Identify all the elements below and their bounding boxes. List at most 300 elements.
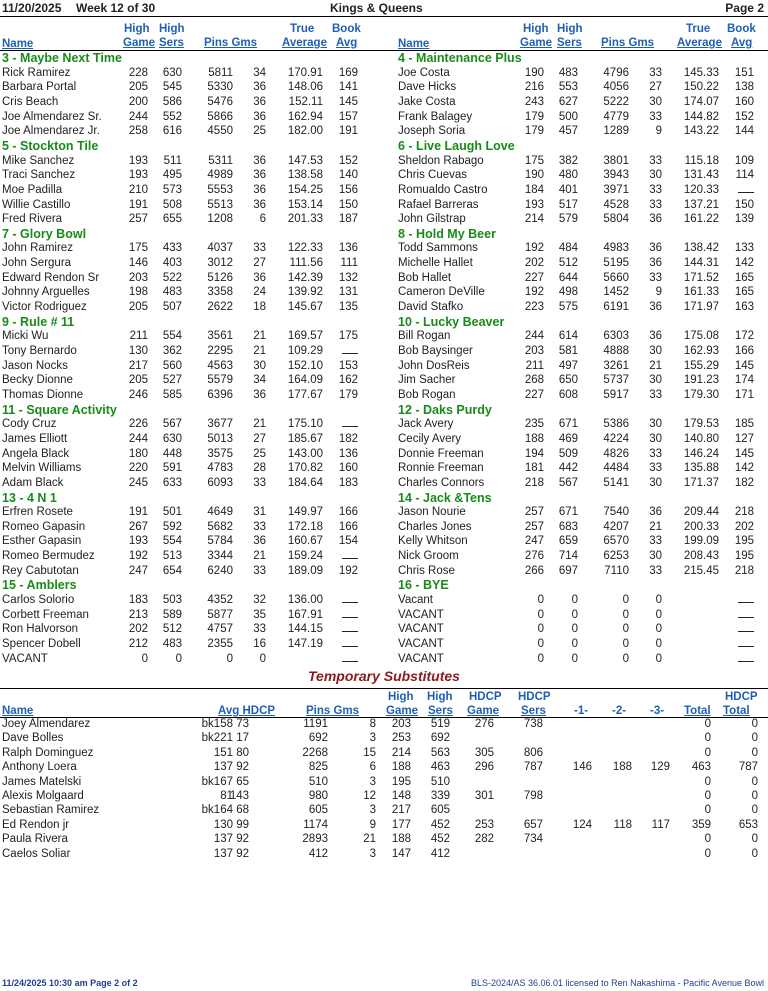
player-stat: 144.31 bbox=[683, 257, 719, 270]
player-stat: 199.09 bbox=[683, 535, 719, 548]
player-stat: 2622 bbox=[207, 301, 233, 314]
player-stat: 171 bbox=[734, 388, 754, 401]
player-stat: 184.64 bbox=[287, 476, 323, 489]
player-stat: 0 bbox=[571, 652, 578, 665]
player-stat: 9 bbox=[655, 125, 662, 138]
blank-line bbox=[342, 549, 358, 559]
player-name: Rick Ramirez bbox=[2, 66, 71, 79]
player-stat: 267 bbox=[128, 520, 148, 533]
col-true-2-r: Average bbox=[677, 37, 722, 49]
player-stat: 4352 bbox=[207, 594, 233, 607]
player-stat: 120.33 bbox=[683, 183, 719, 196]
player-stat: 30 bbox=[649, 169, 662, 182]
substitute-stat: 137 bbox=[213, 833, 233, 846]
player-stat: 220 bbox=[128, 462, 148, 475]
player-stat: 4649 bbox=[207, 506, 233, 519]
player-stat: 5141 bbox=[603, 476, 629, 489]
player-stat: 205 bbox=[128, 374, 148, 387]
player-stat: 0 bbox=[226, 652, 233, 665]
player-row bbox=[396, 256, 766, 271]
player-stat: 3801 bbox=[603, 154, 629, 167]
player-stat: 483 bbox=[162, 638, 182, 650]
player-stat: 160 bbox=[734, 95, 754, 108]
player-stat: 202 bbox=[524, 257, 544, 270]
blank-line bbox=[738, 183, 754, 193]
player-name: Michelle Hallet bbox=[398, 257, 473, 270]
player-stat: 573 bbox=[162, 183, 182, 196]
substitute-stat: 17 bbox=[236, 732, 249, 745]
col-book-2: Avg bbox=[336, 37, 358, 49]
player-stat: 144.82 bbox=[683, 110, 719, 123]
sub-col-hdcp-total-1: HDCP bbox=[725, 691, 758, 703]
no-book-avg-blank bbox=[336, 549, 358, 564]
player-row bbox=[396, 373, 766, 388]
player-stat: 131.43 bbox=[683, 169, 719, 182]
substitute-name: Sebastian Ramirez bbox=[2, 804, 100, 817]
substitute-stat: 798 bbox=[523, 790, 543, 802]
player-stat: 5866 bbox=[207, 110, 233, 123]
player-stat: 362 bbox=[162, 345, 182, 357]
player-stat: 138.58 bbox=[287, 169, 323, 182]
substitute-stat: 188 bbox=[391, 833, 411, 846]
player-stat: 200.33 bbox=[683, 520, 719, 533]
player-stat: 2295 bbox=[207, 345, 233, 357]
player-stat: 166 bbox=[338, 506, 358, 519]
no-book-avg-blank bbox=[336, 622, 358, 637]
no-book-avg-blank bbox=[336, 344, 358, 359]
player-stat: 6396 bbox=[207, 388, 233, 401]
substitute-stat: 0 bbox=[704, 775, 711, 788]
player-stat: 36 bbox=[253, 154, 266, 167]
player-row bbox=[396, 124, 766, 139]
player-name: Ron Halvorson bbox=[2, 623, 79, 636]
player-stat: 218 bbox=[524, 476, 544, 489]
sub-col-pins-gms: Pins Gms bbox=[306, 705, 360, 717]
player-name: David Stafko bbox=[398, 301, 464, 314]
player-stat: 581 bbox=[558, 345, 578, 357]
player-stat: 150 bbox=[338, 198, 358, 211]
substitute-stat: 3 bbox=[369, 847, 376, 860]
substitute-stat: 412 bbox=[430, 847, 450, 860]
player-stat: 32 bbox=[253, 594, 266, 607]
substitute-stat: 0 bbox=[751, 833, 758, 846]
player-row bbox=[396, 549, 766, 564]
blank-line bbox=[342, 417, 358, 427]
substitute-stat: 99 bbox=[236, 818, 249, 831]
player-stat: 165 bbox=[734, 286, 754, 299]
player-stat: 152.11 bbox=[288, 95, 323, 108]
player-stat: 27 bbox=[253, 432, 266, 445]
player-stat: 136.00 bbox=[287, 594, 323, 607]
player-stat: 630 bbox=[162, 432, 182, 445]
player-stat: 35 bbox=[253, 608, 266, 621]
player-row bbox=[0, 461, 370, 476]
substitute-stat: 0 bbox=[704, 833, 711, 846]
player-row bbox=[396, 154, 766, 169]
player-name: James Elliott bbox=[2, 432, 68, 445]
col-name-r: Name bbox=[398, 38, 430, 50]
player-stat: 0 bbox=[622, 638, 629, 650]
player-stat: 560 bbox=[162, 359, 182, 372]
player-stat: 205 bbox=[128, 81, 148, 94]
player-stat: 7110 bbox=[604, 564, 629, 577]
player-stat: 501 bbox=[162, 506, 182, 519]
player-row bbox=[0, 168, 370, 183]
player-stat: 36 bbox=[649, 242, 662, 255]
substitute-stat: 787 bbox=[738, 761, 758, 774]
player-name: Romeo Gapasin bbox=[2, 520, 86, 533]
player-stat: 266 bbox=[524, 564, 544, 577]
player-stat: 138 bbox=[734, 81, 754, 94]
player-stat: 212 bbox=[128, 638, 148, 650]
substitute-stat: 130 bbox=[213, 818, 233, 831]
player-stat: 655 bbox=[162, 213, 182, 226]
sub-col-high-game-1: High bbox=[388, 691, 414, 703]
player-row bbox=[0, 417, 370, 432]
player-stat: 171.97 bbox=[683, 301, 719, 314]
player-stat: 217 bbox=[128, 359, 148, 372]
player-stat: 145.33 bbox=[683, 66, 719, 79]
player-stat: 0 bbox=[571, 638, 578, 650]
player-stat: 671 bbox=[558, 506, 578, 519]
player-stat: 509 bbox=[558, 447, 578, 460]
substitute-stat: bk158 bbox=[201, 718, 233, 730]
substitute-stat: 80 bbox=[236, 746, 249, 759]
sub-col-hdcp-game-2: Game bbox=[467, 705, 499, 717]
player-stat: 150 bbox=[734, 198, 754, 211]
no-book-avg-blank bbox=[732, 652, 754, 667]
player-stat: 154.25 bbox=[287, 183, 323, 196]
substitute-stat: 188 bbox=[612, 761, 632, 774]
player-name: Johnny Arguelles bbox=[2, 286, 90, 299]
player-stat: 157 bbox=[338, 110, 358, 123]
player-stat: 167.91 bbox=[287, 608, 323, 621]
player-row bbox=[0, 300, 370, 315]
substitute-stat: 92 bbox=[236, 847, 249, 860]
player-stat: 36 bbox=[649, 213, 662, 226]
player-stat: 33 bbox=[649, 66, 662, 79]
player-stat: 140 bbox=[338, 169, 358, 182]
player-row bbox=[0, 476, 370, 491]
player-row bbox=[0, 373, 370, 388]
player-name: Jim Sacher bbox=[398, 374, 456, 387]
player-stat: 30 bbox=[649, 418, 662, 431]
player-stat: 130 bbox=[128, 345, 148, 357]
player-stat: 5126 bbox=[207, 271, 233, 284]
player-row bbox=[396, 66, 766, 81]
player-stat: 111.56 bbox=[289, 257, 323, 270]
player-stat: 218 bbox=[734, 506, 754, 519]
player-name: Angela Black bbox=[2, 447, 70, 460]
player-name: Edward Rendon Sr bbox=[2, 271, 100, 284]
substitute-stat: 412 bbox=[308, 847, 328, 860]
player-stat: 164.09 bbox=[287, 374, 323, 387]
player-stat: 154 bbox=[338, 535, 358, 548]
substitute-stat: 146 bbox=[572, 761, 592, 774]
player-stat: 4037 bbox=[207, 242, 233, 255]
player-stat: 174.07 bbox=[683, 95, 719, 108]
player-row bbox=[0, 608, 370, 623]
player-stat: 553 bbox=[558, 81, 578, 94]
player-stat: 5682 bbox=[207, 520, 233, 533]
player-name: Traci Sanchez bbox=[2, 169, 76, 182]
substitute-row bbox=[0, 803, 768, 818]
blank-line bbox=[342, 637, 358, 647]
player-row bbox=[396, 241, 766, 256]
substitute-stat: 605 bbox=[430, 804, 450, 817]
player-stat: 258 bbox=[128, 125, 148, 138]
player-row bbox=[0, 344, 370, 359]
player-stat: 163 bbox=[734, 301, 754, 314]
player-stat: 133 bbox=[734, 242, 754, 255]
player-stat: 223 bbox=[524, 301, 544, 314]
substitute-name: Paula Rivera bbox=[2, 833, 68, 846]
player-stat: 585 bbox=[162, 388, 182, 401]
player-row bbox=[0, 95, 370, 110]
player-stat: 145 bbox=[734, 447, 754, 460]
player-stat: 484 bbox=[558, 242, 578, 255]
player-stat: 127 bbox=[734, 432, 754, 445]
player-stat: 554 bbox=[162, 535, 182, 548]
player-stat: 122.33 bbox=[287, 242, 323, 255]
player-stat: 0 bbox=[537, 652, 544, 665]
substitute-stat: 147 bbox=[391, 847, 411, 860]
player-stat: 244 bbox=[128, 110, 148, 123]
player-name: Charles Connors bbox=[398, 476, 485, 489]
player-stat: 21 bbox=[253, 418, 266, 431]
player-name: Cris Beach bbox=[2, 95, 59, 108]
player-row bbox=[0, 593, 370, 608]
player-name: Cecily Avery bbox=[398, 432, 462, 445]
substitute-stat: 124 bbox=[572, 818, 592, 831]
player-name: Todd Sammons bbox=[398, 242, 478, 255]
substitute-stat: 563 bbox=[430, 746, 450, 759]
player-stat: 608 bbox=[558, 388, 578, 401]
substitute-row bbox=[0, 731, 768, 746]
player-stat: 142 bbox=[734, 462, 754, 475]
player-stat: 27 bbox=[649, 81, 662, 94]
substitute-stat: 452 bbox=[430, 833, 450, 846]
substitute-stat: 137 bbox=[213, 847, 233, 860]
player-stat: 714 bbox=[558, 550, 578, 563]
player-stat: 257 bbox=[128, 213, 148, 226]
substitute-stat: 305 bbox=[474, 746, 494, 759]
player-row bbox=[0, 549, 370, 564]
player-stat: 162 bbox=[338, 374, 358, 387]
player-row bbox=[396, 461, 766, 476]
player-row bbox=[396, 652, 766, 667]
player-stat: 169 bbox=[338, 66, 358, 79]
player-stat: 6303 bbox=[603, 330, 629, 343]
player-name: Ronnie Freeman bbox=[398, 462, 484, 475]
substitute-stat: 692 bbox=[308, 732, 328, 745]
team-name: 3 - Maybe Next Time bbox=[2, 51, 122, 65]
col-pins-gms: Pins Gms bbox=[204, 37, 258, 49]
player-row bbox=[0, 564, 370, 579]
player-stat: 218 bbox=[734, 564, 754, 577]
team-name: 14 - Jack &Tens bbox=[398, 490, 492, 505]
player-stat: 33 bbox=[649, 388, 662, 401]
substitute-stat: 519 bbox=[430, 718, 450, 730]
player-stat: 139 bbox=[734, 213, 754, 226]
substitute-stat: 188 bbox=[391, 761, 411, 774]
player-stat: 194 bbox=[524, 447, 544, 460]
player-stat: 403 bbox=[162, 257, 182, 270]
substitute-stat: 1191 bbox=[303, 718, 328, 730]
player-stat: 245 bbox=[128, 476, 148, 489]
substitute-stat: 0 bbox=[751, 718, 758, 730]
player-stat: 191.23 bbox=[683, 374, 719, 387]
player-row bbox=[0, 505, 370, 520]
col-book-1-r: Book bbox=[727, 23, 756, 35]
player-name: Micki Wu bbox=[2, 330, 49, 343]
player-name: Joe Almendarez Jr. bbox=[2, 125, 100, 138]
player-stat: 30 bbox=[253, 359, 266, 372]
player-stat: 4550 bbox=[207, 125, 233, 138]
player-row bbox=[396, 271, 766, 286]
player-stat: 545 bbox=[162, 81, 182, 94]
substitute-stat: 68 bbox=[236, 804, 249, 817]
player-stat: 171.52 bbox=[683, 271, 719, 284]
player-stat: 193 bbox=[128, 535, 148, 548]
player-stat: 247 bbox=[524, 535, 544, 548]
player-stat: 9 bbox=[655, 286, 662, 299]
player-stat: 498 bbox=[558, 286, 578, 299]
substitute-stat: 214 bbox=[391, 746, 411, 759]
player-stat: 5811 bbox=[208, 66, 233, 79]
player-stat: 0 bbox=[655, 652, 662, 665]
player-name: Romeo Bermudez bbox=[2, 550, 95, 563]
player-name: Adam Black bbox=[2, 476, 64, 489]
player-stat: 3344 bbox=[207, 550, 233, 563]
player-stat: 4983 bbox=[603, 242, 629, 255]
player-stat: 144.15 bbox=[287, 623, 323, 636]
player-stat: 159.24 bbox=[287, 550, 323, 563]
player-stat: 246 bbox=[128, 388, 148, 401]
sub-col-high-sers-1: High bbox=[427, 691, 453, 703]
player-stat: 4888 bbox=[603, 345, 629, 357]
player-name: Bob Rogan bbox=[398, 388, 456, 401]
col-book-2-r: Avg bbox=[731, 37, 753, 49]
player-stat: 30 bbox=[649, 95, 662, 108]
player-stat: 192 bbox=[524, 242, 544, 255]
substitute-stat: 463 bbox=[691, 761, 711, 774]
player-row bbox=[396, 285, 766, 300]
player-stat: 4528 bbox=[603, 198, 629, 211]
footer-left: 11/24/2025 10:30 am Page 2 of 2 bbox=[2, 978, 138, 988]
player-stat: 457 bbox=[558, 125, 578, 138]
col-high-sers-2-r: Sers bbox=[557, 37, 582, 49]
player-stat: 170.91 bbox=[287, 66, 323, 79]
substitute-stat: 980 bbox=[308, 790, 328, 802]
player-name: Joseph Soria bbox=[398, 125, 466, 138]
player-stat: 3261 bbox=[603, 359, 629, 372]
player-stat: 3943 bbox=[603, 169, 629, 182]
player-stat: 7540 bbox=[603, 506, 629, 519]
player-stat: 697 bbox=[558, 564, 578, 577]
player-stat: 633 bbox=[162, 476, 182, 489]
player-stat: 33 bbox=[649, 271, 662, 284]
player-stat: 4779 bbox=[603, 110, 629, 123]
player-stat: 0 bbox=[141, 652, 148, 665]
player-stat: 6191 bbox=[603, 301, 629, 314]
player-stat: 650 bbox=[558, 374, 578, 387]
player-stat: 187 bbox=[338, 213, 358, 226]
player-stat: 0 bbox=[175, 652, 182, 665]
player-stat: 162.94 bbox=[287, 110, 323, 123]
blank-line bbox=[738, 593, 754, 603]
player-name: Esther Gapasin bbox=[2, 535, 82, 548]
player-name: VACANT bbox=[398, 608, 444, 621]
substitute-stat: 12 bbox=[363, 790, 376, 802]
player-stat: 36 bbox=[253, 183, 266, 196]
player-stat: 0 bbox=[622, 623, 629, 636]
player-stat: 195 bbox=[734, 550, 754, 563]
team-name: 15 - Amblers bbox=[2, 578, 77, 593]
no-book-avg-blank bbox=[336, 652, 358, 667]
substitute-stat: 1174 bbox=[303, 818, 328, 831]
substitute-stat: 653 bbox=[738, 818, 758, 831]
player-stat: 5195 bbox=[603, 257, 629, 270]
player-row bbox=[0, 80, 370, 95]
col-true-2: Average bbox=[282, 37, 327, 49]
player-stat: 175 bbox=[128, 242, 148, 255]
player-stat: 161.33 bbox=[683, 286, 719, 299]
no-book-avg-blank bbox=[336, 608, 358, 623]
player-stat: 191 bbox=[128, 198, 148, 211]
player-row bbox=[396, 110, 766, 125]
col-book-1: Book bbox=[332, 23, 361, 35]
player-stat: 5660 bbox=[603, 271, 629, 284]
player-name: VACANT bbox=[398, 652, 444, 665]
team-name: 5 - Stockton Tile bbox=[2, 138, 99, 153]
player-stat: 145 bbox=[734, 359, 754, 372]
player-stat: 33 bbox=[649, 154, 662, 167]
substitute-row bbox=[0, 847, 768, 862]
player-name: VACANT bbox=[2, 652, 48, 665]
substitute-stat: 148 bbox=[391, 790, 411, 802]
player-stat: 554 bbox=[162, 330, 182, 343]
player-stat: 591 bbox=[162, 462, 182, 475]
blank-line bbox=[738, 622, 754, 632]
substitute-name: Alexis Molgaard bbox=[2, 790, 84, 802]
player-stat: 28 bbox=[253, 462, 266, 475]
player-stat: 0 bbox=[571, 608, 578, 621]
player-row bbox=[396, 476, 766, 491]
player-row bbox=[396, 417, 766, 432]
substitute-stat: 3 bbox=[369, 775, 376, 788]
blank-line bbox=[342, 622, 358, 632]
player-row bbox=[396, 622, 766, 637]
player-stat: 0 bbox=[622, 652, 629, 665]
player-stat: 0 bbox=[655, 623, 662, 636]
player-stat: 115.18 bbox=[684, 154, 719, 167]
player-stat: 203 bbox=[524, 345, 544, 357]
player-stat: 5013 bbox=[207, 432, 233, 445]
substitute-stat: 117 bbox=[651, 818, 670, 831]
substitute-stat: 253 bbox=[474, 818, 494, 831]
player-stat: 5222 bbox=[603, 95, 629, 108]
player-stat: 4563 bbox=[207, 359, 233, 372]
player-stat: 6093 bbox=[207, 476, 233, 489]
player-stat: 188 bbox=[524, 432, 544, 445]
player-stat: 152.10 bbox=[287, 359, 323, 372]
substitute-stat: bk164 bbox=[201, 804, 233, 817]
player-stat: 182 bbox=[338, 432, 358, 445]
player-stat: 442 bbox=[558, 462, 578, 475]
player-stat: 3575 bbox=[207, 447, 233, 460]
player-row bbox=[0, 622, 370, 637]
